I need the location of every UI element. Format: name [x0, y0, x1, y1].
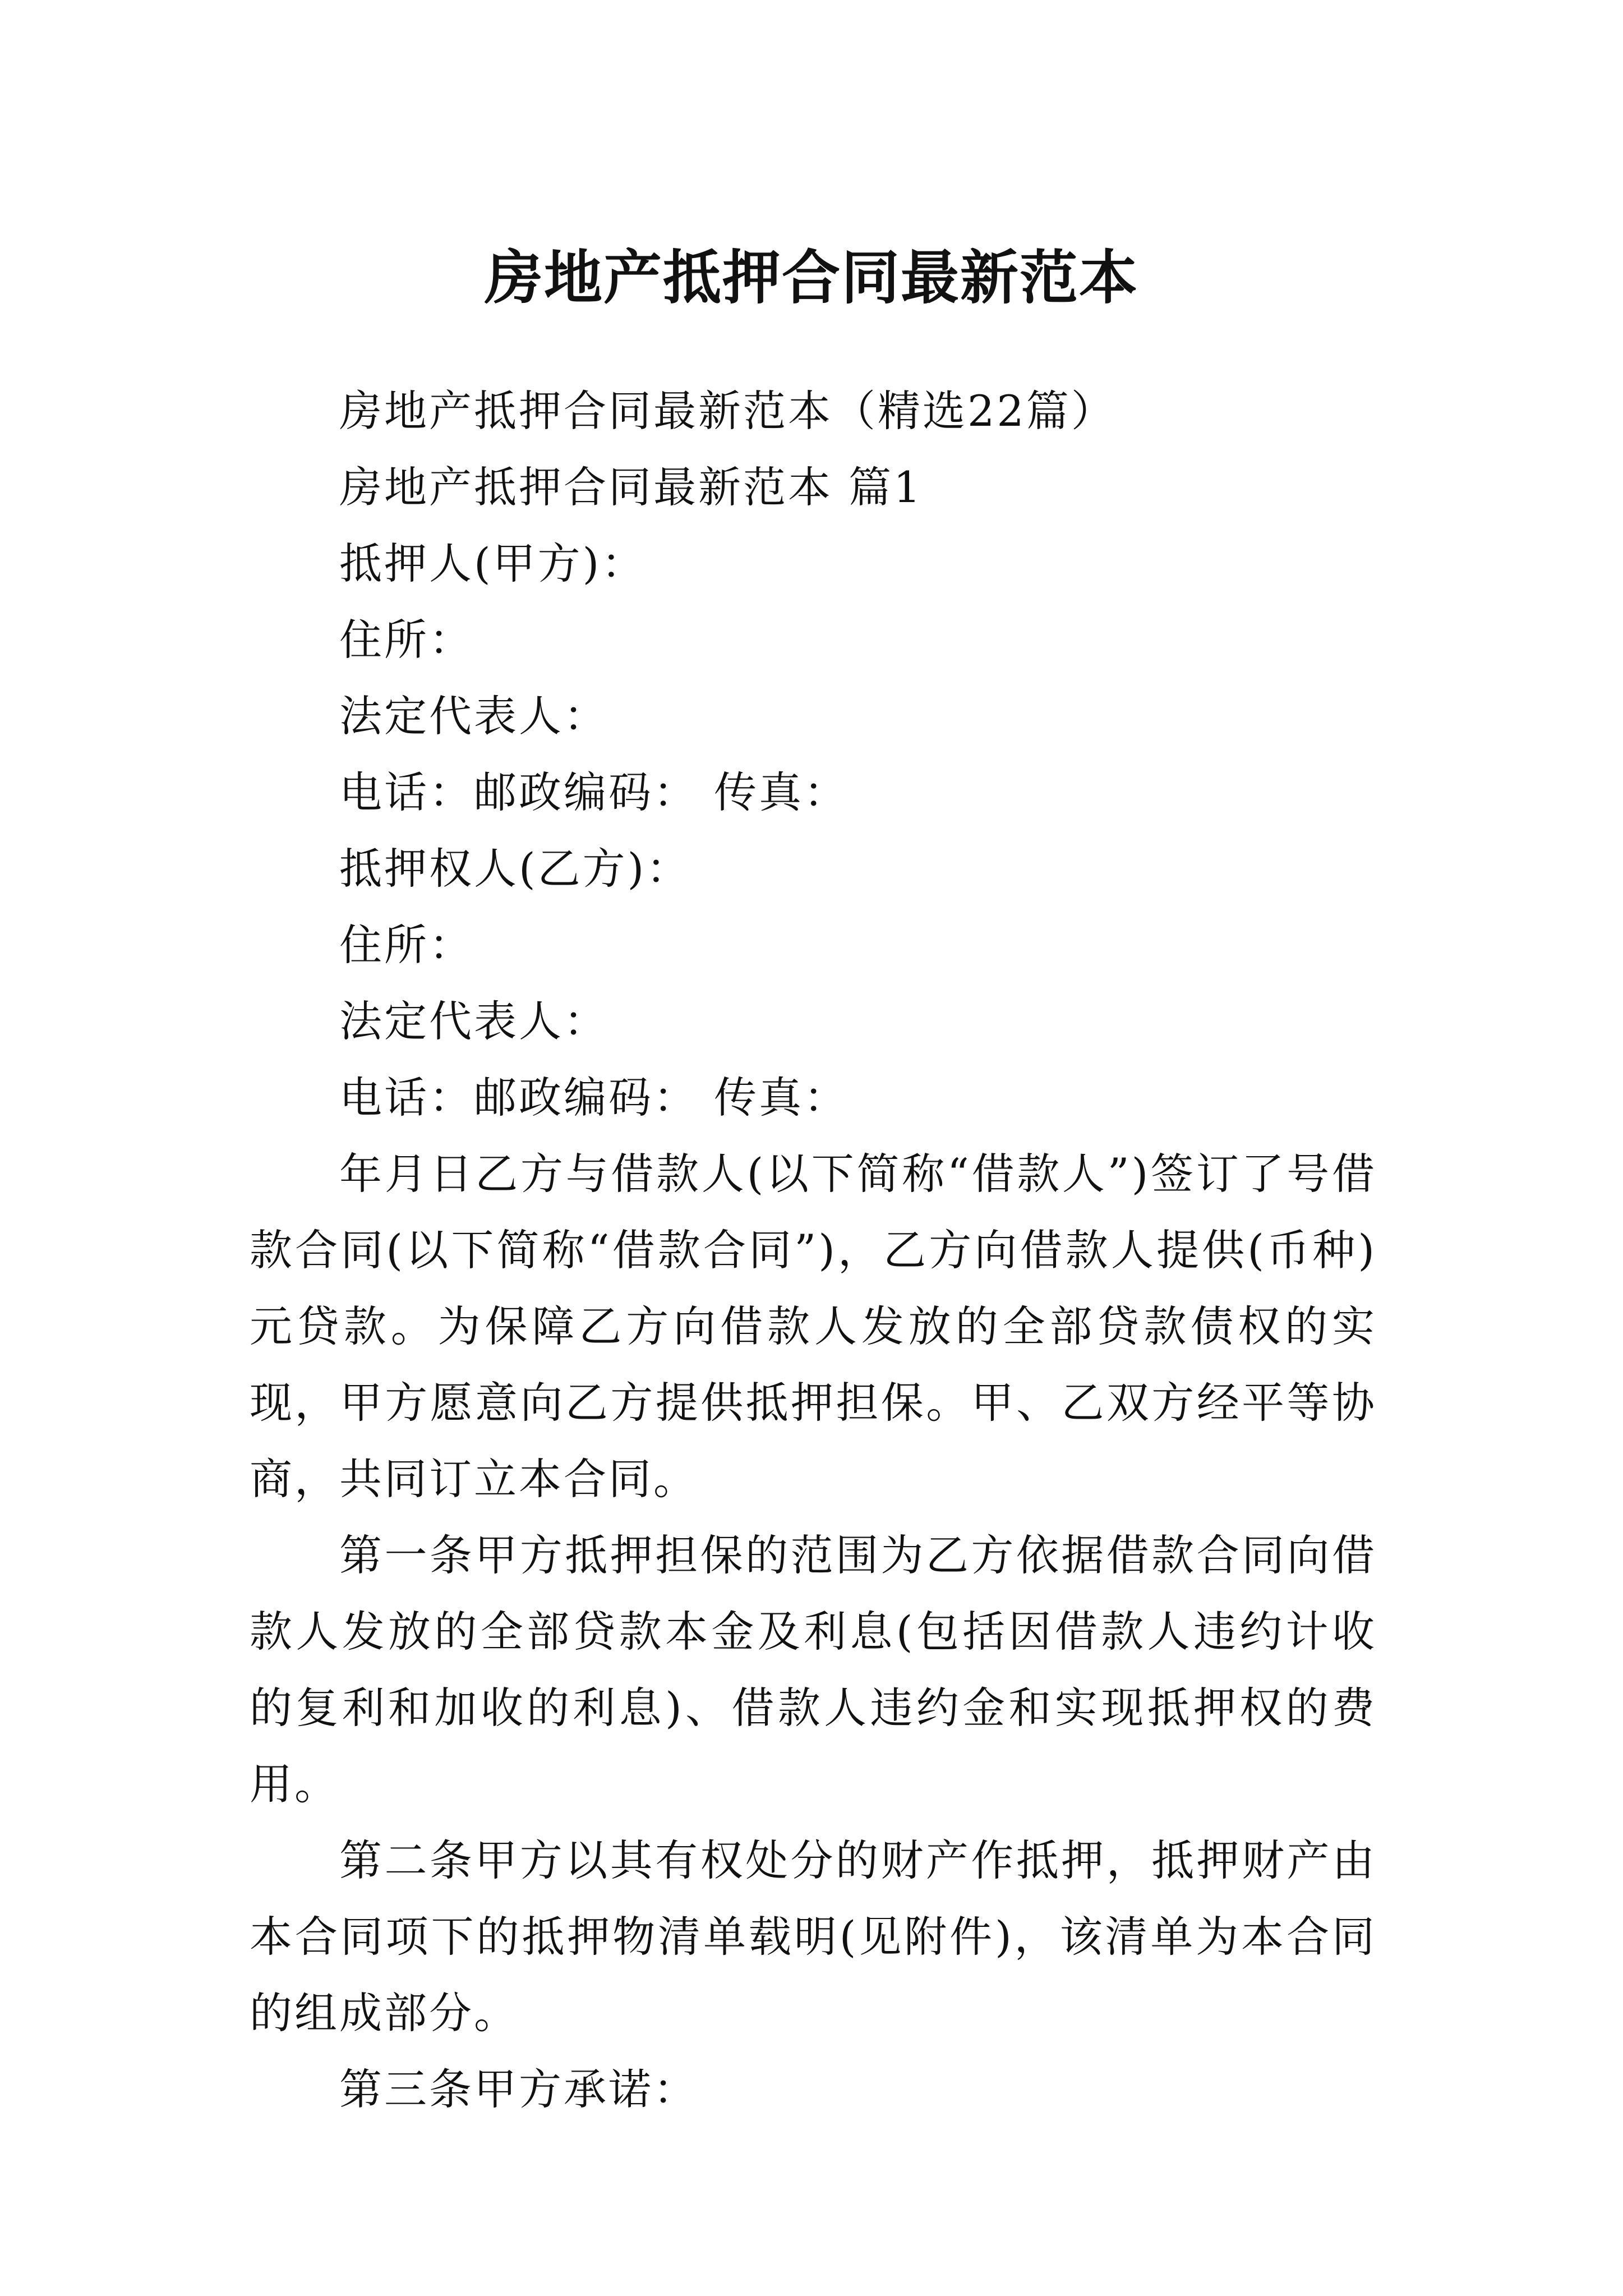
document-line-mortgagor-contact: 电话：邮政编码： 传真： — [339, 767, 849, 817]
document-line-mortgagee: 抵押权人(乙方)： — [339, 844, 691, 894]
document-line-mortgagor: 抵押人(甲方)： — [339, 539, 647, 588]
document-line-mortgagor-address: 住所： — [339, 615, 474, 665]
document-paragraph-article-1: 第一条甲方抵押担保的范围为乙方依据借款合同向借款人发放的全部贷款本金及利息(包括因借款人违约计收的复利和加收的利息)、借款人违约金和实现抵押权的费用。 — [250, 1530, 1377, 1809]
document-line-section-heading: 房地产抵押合同最新范本 篇1 — [339, 462, 923, 512]
document-line-subtitle: 房地产抵押合同最新范本（精选22篇） — [339, 386, 1116, 436]
document-paragraph-article-2: 第二条甲方以其有权处分的财产作抵押，抵押财产由本合同项下的抵押物清单载明(见附件)，该清单为本合同的组成部分。 — [250, 1835, 1377, 2038]
document-line-mortgagee-contact: 电话：邮政编码： 传真： — [339, 1073, 849, 1122]
document-paragraph-intro: 年月日乙方与借款人(以下简称“借款人”)签订了号借款合同(以下简称“借款合同”)，乙方向借款人提供(币种)元贷款。为保障乙方向借款人发放的全部贷款债权的实现，甲方愿意向乙方提供抵押担保。甲、乙双方经平等协商，共同订立本合同。 — [250, 1149, 1377, 1504]
document-line-mortgagee-address: 住所： — [339, 920, 474, 970]
document-title: 房地产抵押合同最新范本 — [484, 242, 1138, 312]
document-line-mortgagee-representative: 法定代表人： — [339, 996, 608, 1046]
document-paragraph-article-3: 第三条甲方承诺： — [339, 2064, 698, 2114]
document-body — [250, 373, 1377, 2128]
document-line-mortgagor-representative: 法定代表人： — [339, 691, 608, 741]
